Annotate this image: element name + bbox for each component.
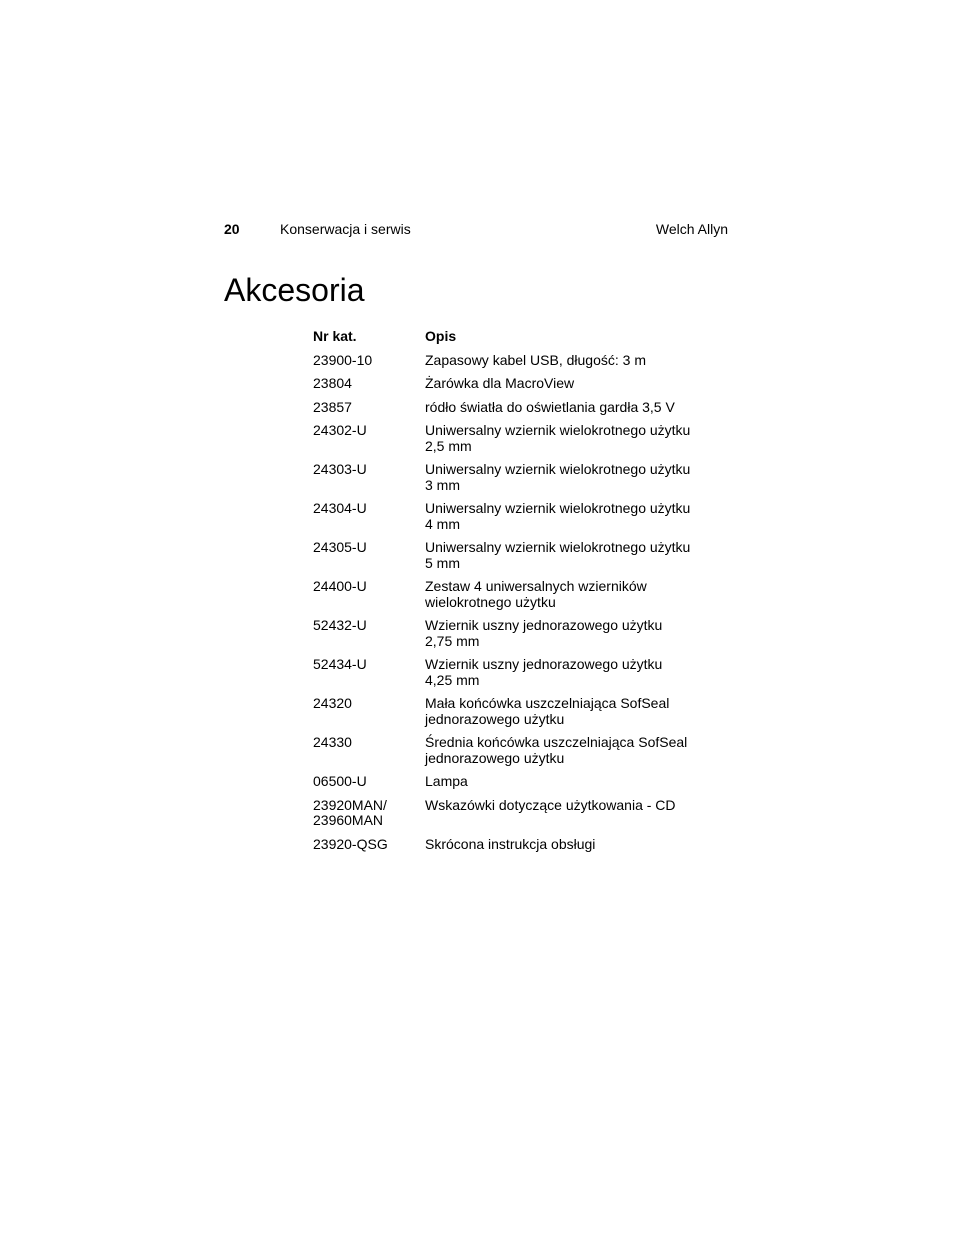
- description: Żarówka dla MacroView: [425, 375, 575, 391]
- description: Mała końcówka uszczelniająca SofSeal jednorazowego użytku: [425, 695, 670, 727]
- description: Uniwersalny wziernik wielokrotnego użytku 5 mm: [425, 539, 691, 571]
- catalog-number: 24330: [313, 734, 352, 750]
- accessories-table: [313, 329, 713, 860]
- page-number: 20: [224, 221, 240, 237]
- table-row: [313, 798, 713, 829]
- table-row: [313, 774, 713, 790]
- table-row: [313, 376, 713, 392]
- description: Wziernik uszny jednorazowego użytku 2,75 mm: [425, 617, 663, 649]
- catalog-number: 23920-QSG: [313, 835, 388, 852]
- page-title: Akcesoria: [224, 272, 365, 308]
- table-header-row: [313, 329, 713, 345]
- table-row: [313, 462, 713, 493]
- catalog-number: 24304-U: [313, 500, 367, 516]
- catalog-number: 23900-10: [313, 351, 373, 368]
- table-row: [313, 540, 713, 571]
- table-row: [313, 423, 713, 454]
- catalog-number: 23920MAN/ 23960MAN: [313, 796, 387, 828]
- catalog-number: 24320: [313, 695, 352, 711]
- catalog-number: 24400-U: [313, 578, 367, 594]
- description: Zapasowy kabel USB, długość: 3 m: [425, 351, 646, 368]
- table-row: [313, 657, 713, 688]
- description: ródło światła do oświetlania gardła 3,5 V: [425, 398, 675, 415]
- description: Zestaw 4 uniwersalnych wzierników wielokrotnego użytku: [425, 578, 647, 610]
- table-row: [313, 353, 713, 369]
- catalog-number: 23804: [313, 375, 352, 391]
- table-row: [313, 618, 713, 649]
- description: Wskazówki dotyczące użytkowania - CD: [425, 796, 676, 813]
- catalog-number: 23857: [313, 398, 352, 415]
- catalog-number: 52434-U: [313, 656, 367, 672]
- table-row: [313, 501, 713, 532]
- column-header-opis: Opis: [425, 328, 457, 344]
- column-header-nr: Nr kat.: [313, 328, 357, 344]
- table-row: [313, 735, 713, 766]
- catalog-number: 24302-U: [313, 422, 367, 438]
- description: Wziernik uszny jednorazowego użytku 4,25 mm: [425, 656, 663, 688]
- catalog-number: 24305-U: [313, 539, 367, 555]
- table-row: [313, 696, 713, 727]
- description: Uniwersalny wziernik wielokrotnego użytku 4 mm: [425, 500, 691, 532]
- brand-name: Welch Allyn: [655, 221, 728, 237]
- table-row: [313, 400, 713, 416]
- description: Lampa: [425, 773, 468, 789]
- table-row: [313, 579, 713, 610]
- catalog-number: 06500-U: [313, 773, 367, 789]
- description: Skrócona instrukcja obsługi: [425, 835, 596, 852]
- section-name: Konserwacja i serwis: [280, 221, 411, 237]
- catalog-number: 24303-U: [313, 461, 367, 477]
- description: Średnia końcówka uszczelniająca SofSeal jednorazowego użytku: [425, 734, 688, 766]
- table-row: [313, 837, 713, 853]
- description: Uniwersalny wziernik wielokrotnego użytku 3 mm: [425, 461, 691, 493]
- catalog-number: 52432-U: [313, 617, 367, 633]
- description: Uniwersalny wziernik wielokrotnego użytku 2,5 mm: [425, 422, 691, 454]
